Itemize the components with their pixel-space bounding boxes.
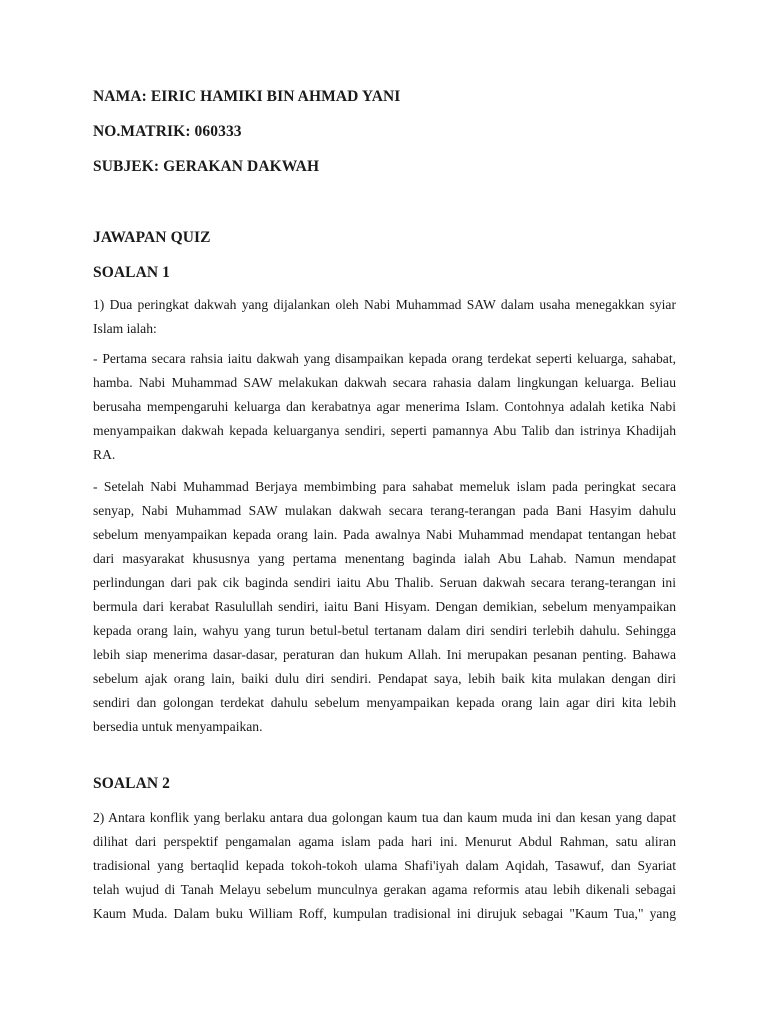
student-name: NAMA: EIRIC HAMIKI BIN AHMAD YANI bbox=[93, 88, 401, 105]
section-2-heading: SOALAN 2 bbox=[93, 775, 171, 792]
text-line: RA. bbox=[93, 447, 116, 462]
text-line: kepada orang lain, wahyu yang turun betul-betul tertanam dalam diri sendiri terlebih dahulu. Sehingga bbox=[93, 623, 676, 638]
text-line: berusaha mempengaruhi keluarga dan kerabatnya agar menerima Islam. Contohnya adalah ketika Nabi bbox=[93, 399, 676, 414]
text-line: sebelum menyampaikan kepada orang lain. Pada awalnya Nabi Muhammad mendapat tentangan hebat bbox=[93, 527, 676, 542]
section-1-paragraph-2 bbox=[93, 347, 676, 467]
section-1-paragraph-3 bbox=[93, 475, 676, 739]
text-line: sebelum ajak orang lain, baiki dulu diri sendiri. Pendapat saya, lebih baik kita mulakan dengan diri bbox=[93, 671, 676, 686]
text-line: dari masyarakat khususnya yang pertama menentang baginda ialah Abu Lahab. Namun mendapat bbox=[93, 551, 676, 566]
text-line: senyap, Nabi Muhammad SAW mulakan dakwah secara terang-terangan pada Bani Hasyim dahulu bbox=[93, 503, 676, 518]
text-line: menyampaikan dakwah kepada keluarganya sendiri, seperti pamannya Abu Talib dan istrinya Khadijah bbox=[93, 423, 676, 438]
text-line: 2) Antara konflik yang berlaku antara dua golongan kaum tua dan kaum muda ini dan kesan yang dapat bbox=[93, 810, 676, 825]
text-line: dilihat dari perspektif pengamalan agama islam pada hari ini. Menurut Abdul Rahman, satu aliran bbox=[93, 834, 676, 849]
section-1-paragraph-1 bbox=[93, 293, 676, 341]
text-line: sendiri dan golongan terdekat dahulu sebelum menyampaikan kepada orang lain agar diri kita lebih bbox=[93, 695, 676, 710]
quiz-title: JAWAPAN QUIZ bbox=[93, 229, 211, 246]
text-line: Kaum Muda. Dalam buku William Roff, kumpulan tradisional ini dirujuk sebagai "Kaum Tua," yang bbox=[93, 906, 676, 921]
subject: SUBJEK: GERAKAN DAKWAH bbox=[93, 158, 320, 175]
text-line: tradisional yang bertaqlid kepada tokoh-tokoh ulama Shafi'iyah dalam Aqidah, Tasawuf, dan Syariat bbox=[93, 858, 676, 873]
text-line: lebih siap menerima dasar-dasar, peraturan dan hukum Allah. Ini merupakan pesanan penting. Bahawa bbox=[93, 647, 676, 662]
text-line: bermula dari kerabat Rasulullah sendiri, iaitu Bani Hisyam. Dengan demikian, sebelum menyampaikan bbox=[93, 599, 676, 614]
matric-number: NO.MATRIK: 060333 bbox=[93, 123, 242, 140]
text-line: perlindungan dari pak cik baginda sendiri iaitu Abu Thalib. Seruan dakwah secara terang-terangan ini bbox=[93, 575, 676, 590]
section-2-paragraph-1 bbox=[93, 806, 676, 926]
section-1-heading: SOALAN 1 bbox=[93, 264, 171, 281]
text-line: - Pertama secara rahsia iaitu dakwah yang disampaikan kepada orang terdekat seperti keluarga, sahabat, bbox=[93, 351, 676, 366]
text-line: bersedia untuk menyampaikan. bbox=[93, 719, 263, 734]
text-line: 1) Dua peringkat dakwah yang dijalankan oleh Nabi Muhammad SAW dalam usaha menegakkan syiar bbox=[93, 297, 676, 312]
text-line: Islam ialah: bbox=[93, 321, 157, 336]
text-line: telah wujud di Tanah Melayu sebelum munculnya gerakan agama reformis atau lebih dikenali sebagai bbox=[93, 882, 676, 897]
text-line: - Setelah Nabi Muhammad Berjaya membimbing para sahabat memeluk islam pada peringkat secara bbox=[93, 479, 676, 494]
text-line: hamba. Nabi Muhammad SAW melakukan dakwah secara rahasia dalam lingkungan keluarga. Beliau bbox=[93, 375, 676, 390]
